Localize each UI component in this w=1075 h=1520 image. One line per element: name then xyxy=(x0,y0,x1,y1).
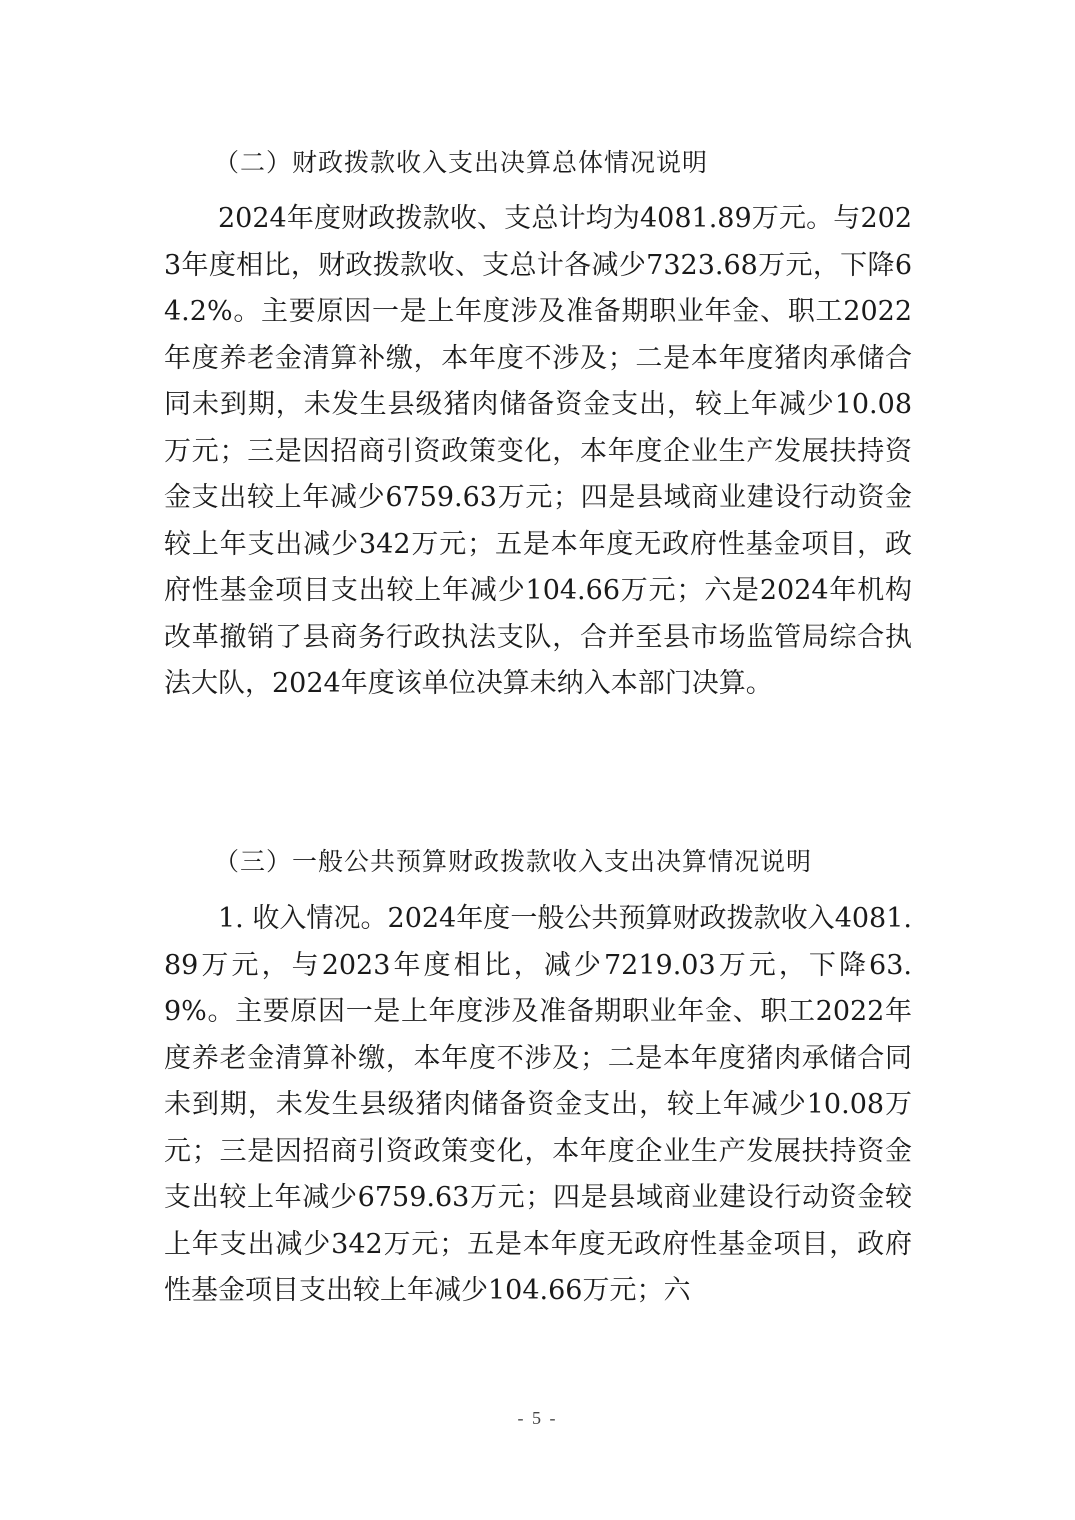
section-body-3: 1. 收入情况。2024年度一般公共预算财政拨款收入4081.89万元，与2023年度相比，减少7219.03万元，下降63.9%。主要原因一是上年度涉及准备期职业年金、职工2022年度养老金清算补缴，本年度不涉及；二是本年度猪肉承储合同未到期，未发生县级猪肉储备资金支出，较上年减少10.08万元；三是因招商引资政策变化，本年度企业生产发展扶持资金支出较上年减少6759.63万元；四是县域商业建设行动资金较上年支出减少342万元；五是本年度无政府性基金项目，政府性基金项目支出较上年减少104.66万元；六 xyxy=(164,903,912,1306)
section-body-2: 2024年度财政拨款收、支总计均为4081.89万元。与2023年度相比，财政拨款收、支总计各减少7323.68万元，下降64.2%。主要原因一是上年度涉及准备期职业年金、职工2022年度养老金清算补缴，本年度不涉及；二是本年度猪肉承储合同未到期，未发生县级猪肉储备资金支出，较上年减少10.08万元；三是因招商引资政策变化，本年度企业生产发展扶持资金支出较上年减少6759.63万元；四是县域商业建设行动资金较上年支出减少342万元；五是本年度无政府性基金项目，政府性基金项目支出较上年减少104.66万元；六是2024年机构改革撤销了县商务行政执法支队，合并至县市场监管局综合执法大队，2024年度该单位决算未纳入本部门决算。 xyxy=(164,203,912,699)
page-number: - 5 - xyxy=(517,1408,558,1428)
section-heading-2: （二）财政拨款收入支出决算总体情况说明 xyxy=(214,148,709,177)
section-heading-3: （三）一般公共预算财政拨款收入支出决算情况说明 xyxy=(214,847,813,876)
